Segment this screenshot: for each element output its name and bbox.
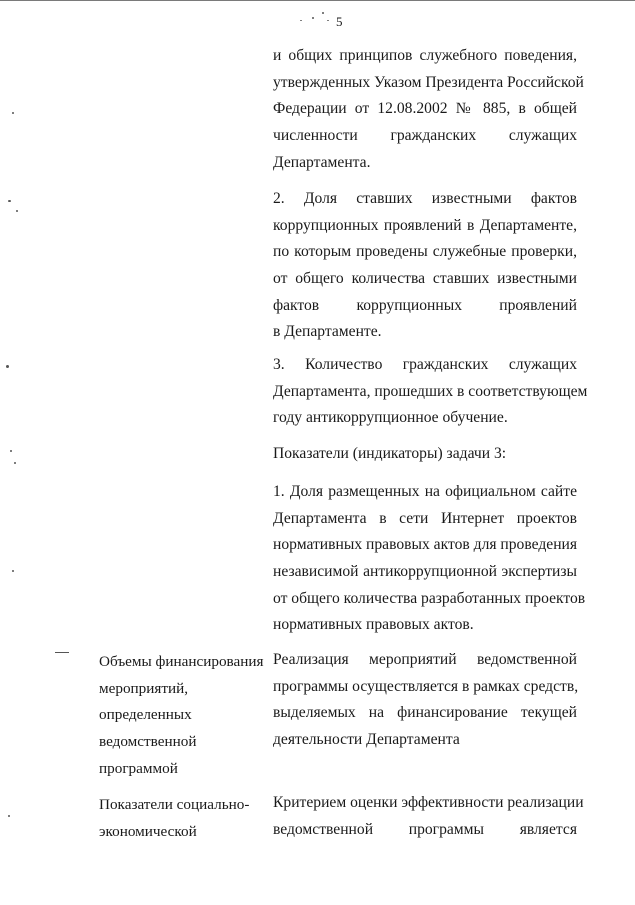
- text-line: году антикоррупционное обучение.: [273, 409, 508, 427]
- text-line: численности гражданских служащих: [273, 127, 577, 145]
- text-line: нормативных правовых актов.: [273, 616, 474, 634]
- label-line: мероприятий,: [99, 679, 189, 697]
- paragraph-financing: [273, 647, 577, 754]
- text-line: деятельности Департамента: [273, 731, 460, 749]
- text-line: ведомственной программы является: [273, 820, 577, 838]
- paragraph-task3-indicator-1: [273, 479, 586, 639]
- paragraph-task3-heading: [273, 441, 577, 468]
- text-line: Департамента.: [273, 153, 371, 171]
- scan-speck: [300, 20, 302, 21]
- paragraph-indicator-3: [273, 352, 588, 432]
- scan-speck: [12, 570, 14, 572]
- scan-speck: [14, 462, 16, 464]
- scan-speck: [8, 815, 10, 817]
- scan-speck: [16, 210, 18, 212]
- text-line: выделяемых на финансирование текущей: [273, 704, 577, 722]
- scan-speck: [55, 652, 69, 653]
- page-top-edge: [0, 0, 635, 1]
- scan-speck: [6, 365, 9, 368]
- label-socioeconomic-indicators: [99, 792, 269, 845]
- text-line: 2. Доля ставших известными фактов: [273, 190, 577, 207]
- text-line: от общего количества ставших известными: [273, 270, 577, 288]
- scan-speck: [322, 12, 324, 14]
- text-line: по которым проведены служебные проверки,: [273, 243, 577, 261]
- scan-speck: [312, 17, 314, 19]
- page-number: 5: [336, 14, 343, 29]
- text-line: фактов коррупционных проявлений: [273, 296, 577, 314]
- text-line: Критерием оценки эффективности реализации: [273, 794, 584, 811]
- text-line: и общих принципов служебного поведения,: [273, 47, 577, 64]
- text-line: программы осуществляется в рамках средств,: [273, 677, 579, 695]
- label-line: программой: [99, 759, 178, 777]
- text-line: Департамента, прошедших в соответствующем: [273, 382, 588, 400]
- label-line: ведомственной: [99, 733, 197, 751]
- paragraph-indicators-continuation: [273, 43, 584, 176]
- text-line: Показатели (индикаторы) задачи 3:: [273, 445, 507, 462]
- text-line: в Департаменте.: [273, 323, 382, 341]
- paragraph-efficiency-criterion: [273, 790, 584, 843]
- label-financing-volume: [99, 649, 269, 782]
- label-line: определенных: [99, 706, 192, 724]
- text-line: независимой антикоррупционной экспертизы: [273, 563, 577, 581]
- label-line: Показатели социально-: [99, 796, 250, 813]
- text-line: утвержденных Указом Президента Российской: [273, 73, 584, 91]
- scan-speck: [327, 20, 329, 21]
- text-line: коррупционных проявлений в Департаменте,: [273, 216, 577, 234]
- scan-speck: [10, 450, 12, 452]
- text-line: 3. Количество гражданских служащих: [273, 356, 577, 373]
- paragraph-indicator-2: [273, 186, 577, 346]
- label-line: Объемы финансирования: [99, 653, 264, 670]
- scan-speck: [8, 200, 11, 202]
- text-line: Департамента в сети Интернет проектов: [273, 509, 577, 527]
- scan-speck: [12, 112, 14, 114]
- text-line: нормативных правовых актов для проведения: [273, 536, 578, 554]
- text-line: 1. Доля размещенных на официальном сайте: [273, 483, 577, 500]
- text-line: Реализация мероприятий ведомственной: [273, 651, 577, 668]
- label-line: экономической: [99, 822, 197, 840]
- text-line: от общего количества разработанных проектов: [273, 589, 586, 607]
- text-line: Федерации от 12.08.2002 № 885, в общей: [273, 100, 577, 118]
